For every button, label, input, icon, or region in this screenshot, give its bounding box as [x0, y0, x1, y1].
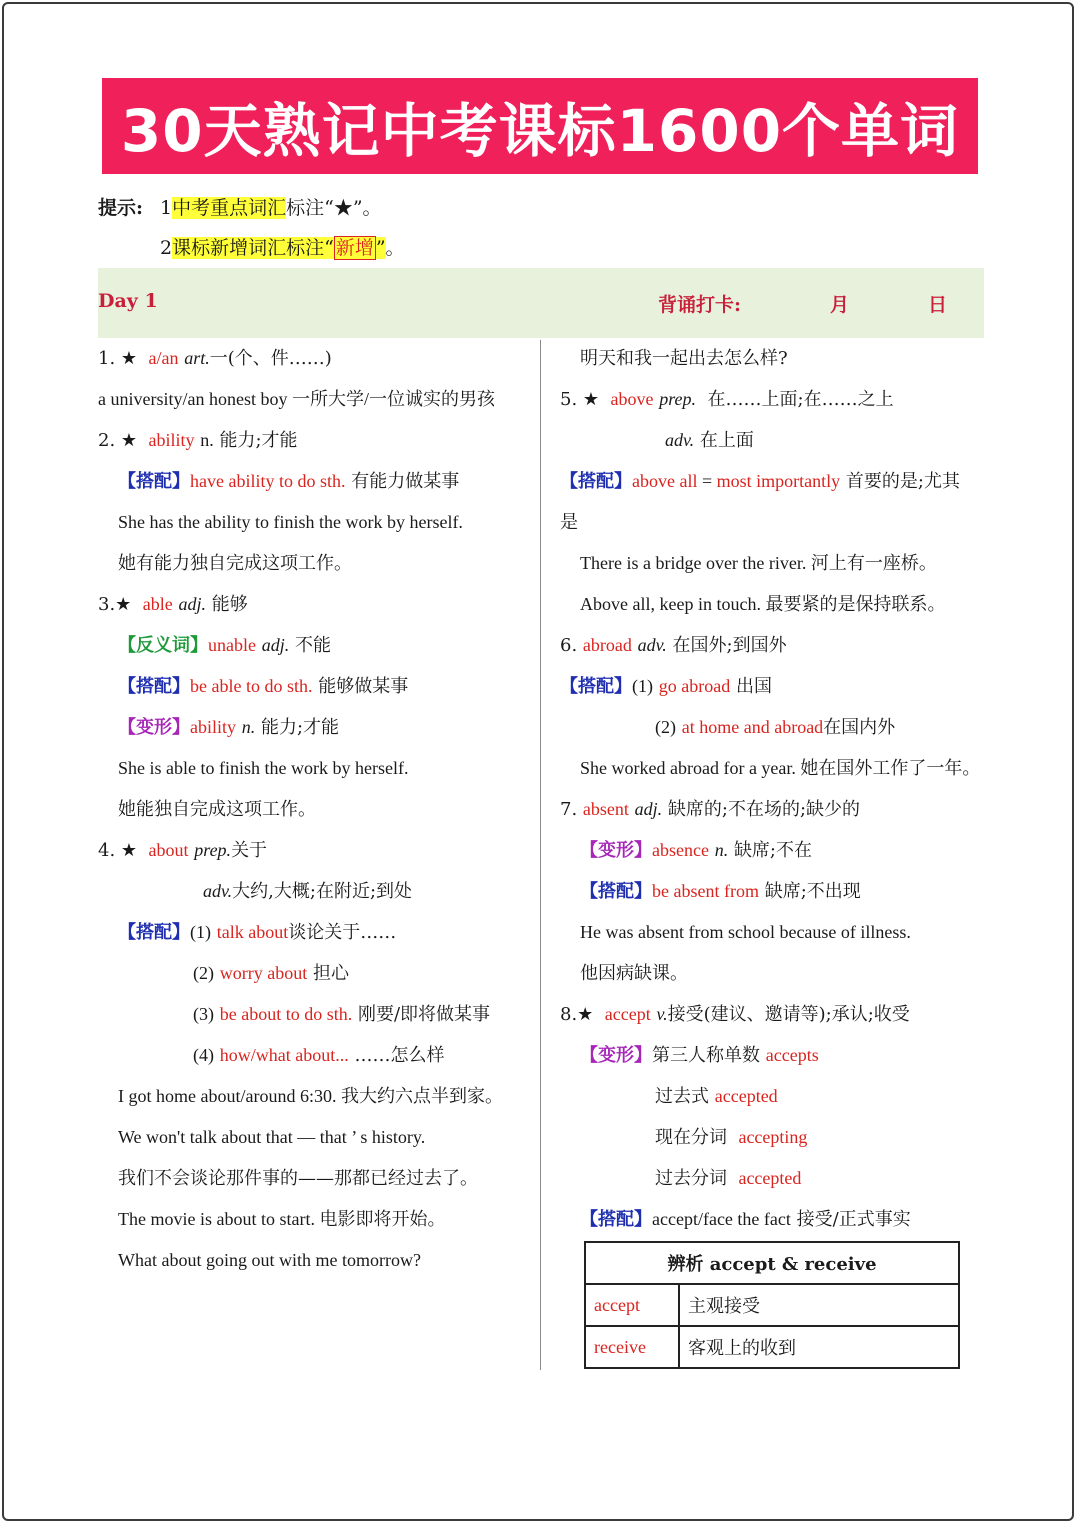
definition: 能够	[211, 594, 248, 615]
example-translation: 她能独自完成这项工作。	[118, 799, 316, 820]
form-label: 过去分词	[655, 1168, 727, 1189]
definition: 大约,大概;在附近;到处	[232, 881, 413, 902]
collocation-meaning: ……怎么样	[354, 1045, 445, 1066]
day-header	[98, 268, 984, 338]
collocation	[98, 953, 538, 994]
tag-word-form: 【变形】	[580, 1045, 652, 1066]
tag-collocation: 【搭配】	[118, 471, 190, 492]
collocation-phrase: worry about	[219, 963, 308, 983]
part-of-speech: adj.	[261, 635, 290, 655]
collocation	[560, 707, 990, 748]
entry-number: 3.★	[98, 594, 132, 615]
example: Above all, keep in touch. 最要紧的是保持联系。	[580, 594, 946, 614]
collocation-number: (4)	[193, 1045, 214, 1065]
collocation-number: (2)	[193, 963, 214, 983]
collocation-number: (1)	[190, 922, 211, 942]
collocation-phrase: have ability to do sth.	[190, 471, 346, 491]
tips-period: 。	[385, 237, 405, 259]
collocation	[560, 461, 990, 502]
example: She has the ability to finish the work by herself.	[118, 512, 463, 532]
entry-about	[98, 830, 538, 871]
example: She worked abroad for a year. 她在国外工作了一年。	[580, 758, 981, 778]
equals-sign: =	[697, 471, 717, 491]
entry-above	[560, 379, 990, 420]
table-header-row	[585, 1242, 959, 1284]
example-translation: 明天和我一起出去怎么样?	[580, 348, 788, 369]
collocation-meaning: 刚要/即将做某事	[357, 1004, 491, 1025]
collocation	[560, 666, 990, 707]
definition: 缺席的;不在场的;缺少的	[667, 799, 861, 820]
entry-absent	[560, 789, 990, 830]
example: I got home about/around 6:30. 我大约六点半到家。	[118, 1086, 503, 1106]
part-of-speech: art.	[184, 348, 210, 368]
collocation	[98, 666, 538, 707]
table-row	[585, 1326, 959, 1368]
collocation-phrase: accept/face the fact	[652, 1209, 791, 1229]
form-word: accepted	[738, 1168, 802, 1188]
collocation-phrase: be about to do sth.	[219, 1004, 353, 1024]
definition: 能力;才能	[219, 430, 298, 451]
word-form	[560, 1158, 990, 1199]
entry-ability	[98, 420, 538, 461]
collocation-meaning: 接受/正式事实	[796, 1209, 911, 1230]
form-label: 第三人称单数	[652, 1045, 760, 1066]
entry-a-an	[98, 338, 538, 379]
headword: about	[148, 840, 189, 860]
part-of-speech: n.	[241, 717, 256, 737]
part-of-speech: adv.	[203, 881, 233, 901]
collocation-phrase: be able to do sth.	[190, 676, 313, 696]
entry-number: 6.	[560, 635, 578, 656]
part-of-speech: v.	[656, 1004, 668, 1024]
collocation-phrase: talk about	[216, 922, 289, 942]
tag-antonym: 【反义词】	[118, 635, 208, 656]
checkin-label: 背诵打卡:	[658, 294, 742, 316]
month-label: 月	[830, 294, 850, 316]
headword: accept	[604, 1004, 651, 1024]
table-meaning: 客观上的收到	[679, 1326, 959, 1368]
collocation	[560, 1199, 990, 1240]
tag-collocation: 【搭配】	[118, 676, 190, 697]
word-form	[560, 1117, 990, 1158]
table-word: receive	[585, 1326, 679, 1368]
date-label: 日	[928, 294, 948, 316]
table-row	[585, 1284, 959, 1326]
entry-abroad	[560, 625, 990, 666]
headword: abroad	[582, 635, 632, 655]
collocation-number: (1)	[632, 676, 653, 696]
tips-line-1	[98, 188, 405, 228]
example-translation: 她有能力独自完成这项工作。	[118, 553, 352, 574]
example: a university/an honest boy 一所大学/一位诚实的男孩	[98, 389, 495, 409]
form-label: 现在分词	[655, 1127, 727, 1148]
table-word: accept	[585, 1284, 679, 1326]
comparison-table	[584, 1241, 960, 1369]
entry-number: 2. ★	[98, 430, 138, 451]
collocation-meaning: 首要的是;尤其	[845, 471, 960, 492]
collocation-meaning: 缺席;不出现	[764, 881, 861, 902]
tag-word-form: 【变形】	[118, 717, 190, 738]
tag-collocation: 【搭配】	[580, 881, 652, 902]
entry-number: 7.	[560, 799, 578, 820]
left-column	[98, 338, 538, 1281]
entry-number: 1. ★	[98, 348, 138, 369]
example: What about going out with me tomorrow?	[118, 1250, 421, 1270]
headword: a/an	[148, 348, 179, 368]
collocation	[98, 1035, 538, 1076]
definition: 接受(建议、邀请等);承认;收受	[667, 1004, 910, 1025]
form-word: accepted	[714, 1086, 778, 1106]
form-word: absence	[652, 840, 709, 860]
headword: ability	[148, 430, 195, 450]
example-translation: 他因病缺课。	[580, 963, 688, 984]
page-title: 30天熟记中考课标1600个单词	[102, 78, 978, 174]
word-form	[560, 1076, 990, 1117]
part-of-speech: adv.	[637, 635, 667, 655]
collocation-phrase: most importantly	[716, 471, 841, 491]
definition: 一(个、件……)	[209, 348, 332, 369]
second-sense	[98, 871, 538, 912]
collocation-meaning: 在国内外	[823, 717, 896, 738]
collocation-number: (2)	[655, 717, 676, 737]
definition: 关于	[231, 840, 268, 861]
entry-accept	[560, 994, 990, 1035]
form-word: ability	[190, 717, 236, 737]
collocation	[98, 912, 538, 953]
collocation-meaning: 谈论关于……	[288, 922, 397, 943]
antonym	[98, 625, 538, 666]
form-word: accepts	[765, 1045, 819, 1065]
collocation-phrase: at home and abroad	[681, 717, 824, 737]
table-meaning: 主观接受	[679, 1284, 959, 1326]
collocation	[560, 871, 990, 912]
form-word: accepting	[738, 1127, 808, 1147]
example: She is able to finish the work by herself.	[118, 758, 409, 778]
collocation-meaning: 有能力做某事	[351, 471, 460, 492]
xinzeng-badge: 新增	[335, 237, 374, 259]
antonym-word: unable	[208, 635, 256, 655]
tips-line-2	[98, 228, 405, 268]
word-form	[560, 830, 990, 871]
form-label: 过去式	[655, 1086, 709, 1107]
word-form	[98, 707, 538, 748]
part-of-speech: adj.	[634, 799, 663, 819]
tag-word-form: 【变形】	[580, 840, 652, 861]
collocation-meaning: 担心	[312, 963, 349, 984]
example: We won't talk about that — that ’ s history.	[118, 1127, 426, 1147]
collocation-phrase: how/what about...	[219, 1045, 349, 1065]
entry-number: 5. ★	[560, 389, 600, 410]
tips-num-2: 2	[160, 237, 173, 259]
example-translation: 我们不会谈论那件事的——那都已经过去了。	[118, 1168, 478, 1189]
entry-number: 4. ★	[98, 840, 138, 861]
tag-collocation: 【搭配】	[580, 1209, 652, 1230]
form-meaning: 能力;才能	[260, 717, 340, 738]
part-of-speech: prep.	[659, 389, 697, 409]
definition: 在上面	[699, 430, 754, 451]
tips-highlight-2: 课标新增词汇标注“	[172, 237, 334, 259]
right-column	[560, 338, 990, 1240]
form-meaning: 缺席;不在	[733, 840, 813, 861]
entry-able	[98, 584, 538, 625]
definition: 在……上面;在……之上	[707, 389, 894, 410]
tips-block	[98, 188, 405, 268]
collocation	[98, 461, 538, 502]
second-sense	[560, 420, 990, 461]
entry-number: 8.★	[560, 1004, 594, 1025]
collocation-phrase: above all	[632, 471, 698, 491]
collocation-phrase: be absent from	[652, 881, 759, 901]
part-of-speech: n.	[714, 840, 729, 860]
table-header: 辨析 accept & receive	[585, 1242, 959, 1284]
tag-collocation: 【搭配】	[560, 471, 632, 492]
tips-num-1: 1	[160, 197, 173, 219]
column-divider	[540, 340, 541, 1370]
day-label: Day 1	[98, 290, 158, 312]
part-of-speech: adv.	[665, 430, 695, 450]
tag-collocation: 【搭配】	[560, 676, 632, 697]
example: There is a bridge over the river. 河上有一座桥。	[580, 553, 937, 573]
tips-rest-1: 标注“★”。	[286, 197, 382, 219]
tips-highlight-1: 中考重点词汇	[172, 197, 287, 219]
tips-quote-end: ”	[375, 237, 386, 259]
word-form	[560, 1035, 990, 1076]
headword: above	[610, 389, 654, 409]
collocation-meaning: 出国	[735, 676, 772, 697]
collocation-phrase: go abroad	[658, 676, 731, 696]
tips-label: 提示:	[98, 197, 144, 219]
collocation-meaning-wrap: 是	[560, 512, 578, 533]
example: He was absent from school because of illness.	[580, 922, 911, 942]
part-of-speech: adj.	[178, 594, 206, 614]
headword: able	[142, 594, 173, 614]
part-of-speech: prep.	[194, 840, 232, 860]
tag-collocation: 【搭配】	[118, 922, 190, 943]
part-of-speech: n.	[200, 430, 214, 450]
collocation	[98, 994, 538, 1035]
headword: absent	[582, 799, 629, 819]
collocation-meaning: 能够做某事	[318, 676, 409, 697]
definition: 在国外;到国外	[672, 635, 787, 656]
antonym-meaning: 不能	[294, 635, 331, 656]
collocation-number: (3)	[193, 1004, 214, 1024]
example: The movie is about to start. 电影即将开始。	[118, 1209, 446, 1229]
